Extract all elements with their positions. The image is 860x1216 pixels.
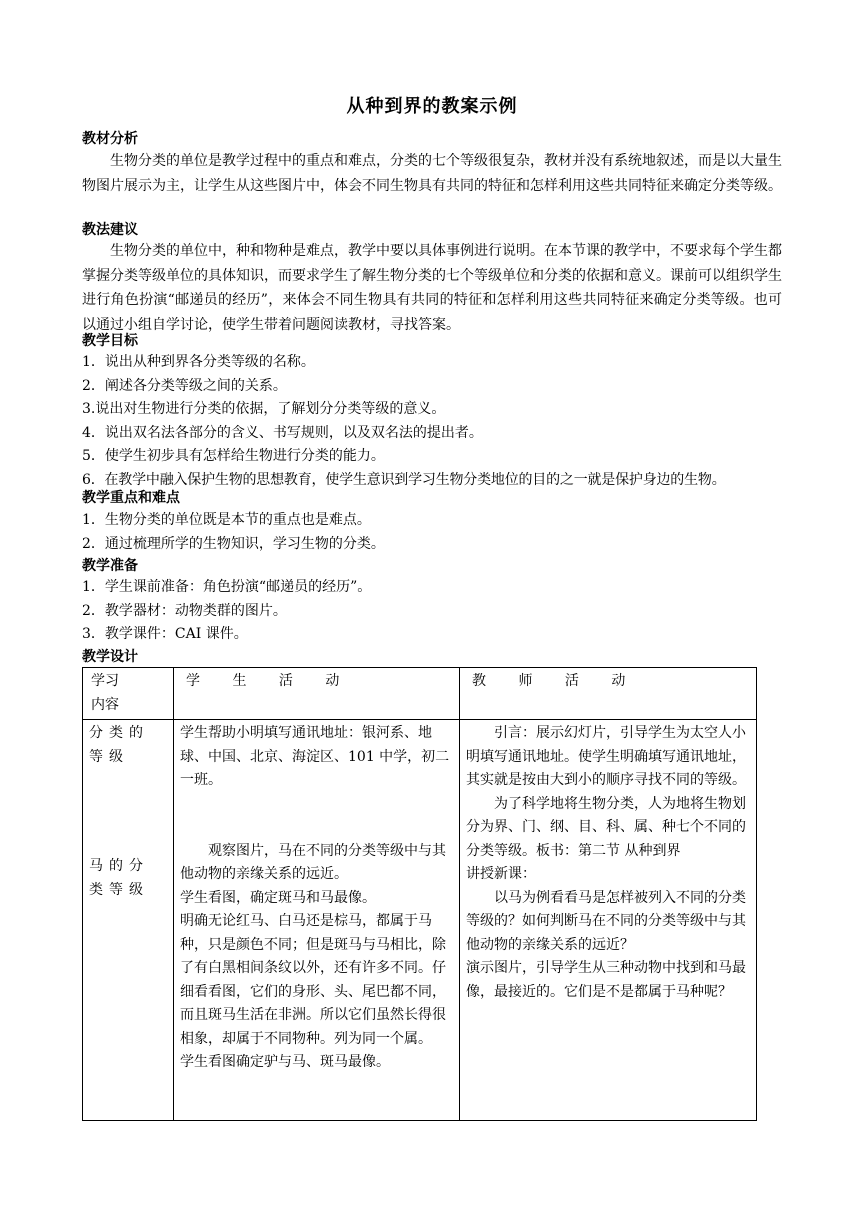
teacher-activity-3: 讲授新课： — [466, 866, 536, 882]
paragraph-method: 生物分类的单位中，种和物种是难点，教学中要以具体事例进行说明。在本节课的教学中，不要求每个学生都掌握分类等级单位的具体知识，而要求学生了解生物分类的七个等级单位和分类的依据和意义。课前可以组织学生进行角色扮演“邮递员的经历”，来体会不同生物具有共同的特征和怎样利用这些共同特征来确定分类等级。也可以通过小组自学讨论，使学生带着问题阅读教材，寻找答案。 — [82, 243, 782, 333]
design-table — [82, 667, 757, 1121]
list-item: 1．学生课前准备：角色扮演“邮递员的经历”。 — [82, 579, 372, 595]
list-item: 2．通过梳理所学的生物知识，学习生物的分类。 — [82, 535, 385, 552]
header-student: 学 生 活 动 — [174, 668, 460, 720]
heading-keypoints: 教学重点和难点 — [82, 490, 180, 506]
content-cell — [83, 720, 174, 1121]
document-title: 从种到界的教案示例 — [346, 96, 518, 117]
preparation-list — [82, 576, 782, 647]
keypoints-list — [82, 509, 782, 556]
student-activity-4: 明确无论红马、白马还是棕马，都属于马种，只是颜色不同；但是斑马与马相比，除了有白黑相间条纹以外，还有许多不同。仔细看看图，它们的身形、头、尾巴都不同，而且斑马生活在非洲。所以它们虽然长得很相象，却属于不同物种。列为同一个属。 — [180, 913, 446, 1047]
header-teacher: 教 师 活 动 — [460, 668, 757, 720]
table-header-row — [83, 668, 757, 720]
heading-method: 教法建议 — [82, 222, 138, 238]
list-item: 3.说出对生物进行分类的依据，了解划分分类等级的意义。 — [82, 401, 446, 417]
list-item: 5．使学生初步具有怎样给生物进行分类的能力。 — [82, 448, 385, 464]
content-item-horse-classification: 马的分类等级 — [89, 858, 149, 898]
paragraph-analysis: 生物分类的单位是教学过程中的重点和难点，分类的七个等级很复杂，教材并没有系统地叙述，而是以大量生物图片展示为主，让学生从这些图片中，体会不同生物具有共同的特征和怎样利用这些共同特征来确定分类等级。 — [82, 153, 782, 194]
content-item-classification-levels: 分类的等级 — [89, 725, 149, 765]
goals-list — [82, 351, 782, 492]
list-item: 6．在教学中融入保护生物的思想教育，使学生意识到学习生物分类地位的目的之一就是保护身边的生物。 — [82, 471, 726, 488]
header-content — [83, 668, 174, 720]
teacher-activity-1: 引言：展示幻灯片，引导学生为太空人小明填写通讯地址。使学生明确填写通讯地址，其实就是按由大到小的顺序寻找不同的等级。 — [466, 725, 746, 788]
heading-goals: 教学目标 — [82, 333, 138, 349]
header-content-label: 学习内容 — [91, 673, 119, 713]
list-item: 1．生物分类的单位既是本节的重点也是难点。 — [82, 512, 371, 528]
table-row — [83, 720, 757, 1121]
teacher-activity-5: 演示图片，引导学生从三种动物中找到和马最像，最接近的。它们是不是都属于马种呢？ — [466, 960, 746, 1000]
student-activity-5: 学生看图确定驴与马、斑马最像。 — [180, 1054, 390, 1070]
student-activity-3: 学生看图，确定斑马和马最像。 — [180, 889, 376, 906]
heading-analysis: 教材分析 — [82, 131, 138, 147]
student-activity-2: 观察图片，马在不同的分类等级中与其他动物的亲缘关系的远近。 — [180, 842, 446, 882]
list-item: 4．说出双名法各部分的含义、书写规则，以及双名法的提出者。 — [82, 424, 483, 441]
list-item: 2．教学器材：动物类群的图片。 — [82, 602, 287, 619]
teacher-activity-2: 为了科学地将生物分类，人为地将生物划分为界、门、纲、目、科、属、种七个不同的分类等级。板书：第二节 从种到界 — [466, 795, 746, 859]
student-activity-1: 学生帮助小明填写通讯地址：银河系、地球、中国、北京、海淀区、101 中学，初二一班。 — [180, 725, 450, 788]
student-cell — [174, 720, 460, 1121]
heading-design: 教学设计 — [82, 649, 138, 665]
teacher-activity-4: 以马为例看看马是怎样被列入不同的分类等级的？如何判断马在不同的分类等级中与其他动物的亲缘关系的远近？ — [466, 889, 746, 953]
list-item: 1．说出从种到界各分类等级的名称。 — [82, 354, 315, 370]
list-item: 3．教学课件：CAI 课件。 — [82, 626, 248, 642]
list-item: 2．阐述各分类等级之间的关系。 — [82, 377, 287, 394]
teacher-cell — [460, 720, 757, 1121]
heading-preparation: 教学准备 — [82, 558, 138, 574]
